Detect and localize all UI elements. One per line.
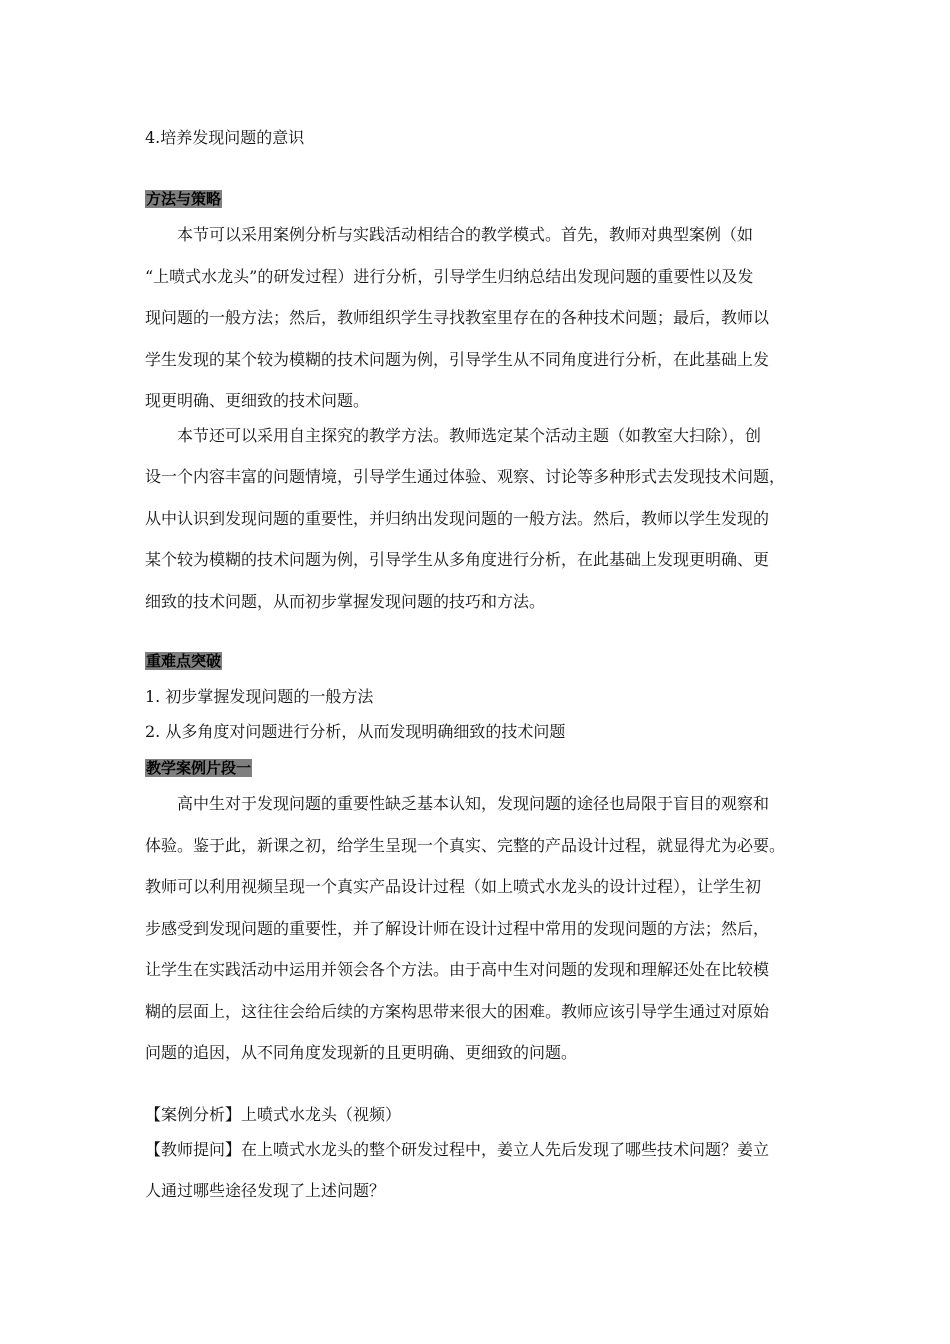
teacher-question-line: 人通过哪些途径发现了上述问题？ bbox=[145, 1181, 386, 1200]
section-heading-key-points: 重难点突破 bbox=[146, 652, 222, 670]
method-paragraph-line: “上喷式水龙头”的研发过程）进行分析，引导学生归纳总结出发现问题的重要性以及发 bbox=[145, 267, 754, 286]
method-paragraph-line: 细致的技术问题，从而初步掌握发现问题的技巧和方法。 bbox=[145, 592, 546, 611]
case-analysis-label: 【案例分析】上喷式水龙头（视频） bbox=[145, 1105, 402, 1124]
section-heading-case: 教学案例片段一 bbox=[146, 759, 252, 777]
key-point-item: 2. 从多角度对问题进行分析，从而发现明确细致的技术问题 bbox=[145, 722, 566, 741]
method-paragraph-line: 设一个内容丰富的问题情境，引导学生通过体验、观察、讨论等多种形式去发现技术问题， bbox=[145, 467, 786, 486]
method-paragraph-line: 现更明确、更细致的技术问题。 bbox=[145, 391, 370, 410]
method-paragraph-line: 现问题的一般方法；然后，教师组织学生寻找教室里存在的各种技术问题；最后，教师以 bbox=[145, 308, 770, 327]
key-point-item: 1. 初步掌握发现问题的一般方法 bbox=[145, 687, 374, 706]
objective-item-4: 4.培养发现问题的意识 bbox=[145, 128, 305, 147]
case-paragraph-line: 高中生对于发现问题的重要性缺乏基本认知，发现问题的途径也局限于盲目的观察和 bbox=[177, 794, 770, 813]
case-paragraph-line: 教师可以利用视频呈现一个真实产品设计过程（如上喷式水龙头的设计过程），让学生初 bbox=[145, 877, 762, 896]
method-paragraph-line: 从中认识到发现问题的重要性，并归纳出发现问题的一般方法。然后，教师以学生发现的 bbox=[145, 509, 770, 528]
teacher-question-line: 【教师提问】在上喷式水龙头的整个研发过程中，姜立人先后发现了哪些技术问题？姜立 bbox=[145, 1140, 770, 1159]
case-paragraph-line: 步感受到发现问题的重要性，并了解设计师在设计过程中常用的发现问题的方法；然后， bbox=[145, 919, 770, 938]
case-paragraph-line: 体验。鉴于此，新课之初，给学生呈现一个真实、完整的产品设计过程，就显得尤为必要。 bbox=[145, 836, 786, 855]
case-paragraph-line: 问题的追因，从不同角度发现新的且更明确、更细致的问题。 bbox=[145, 1043, 578, 1062]
case-paragraph-line: 让学生在实践活动中运用并领会各个方法。由于高中生对问题的发现和理解还处在比较模 bbox=[145, 960, 770, 979]
method-paragraph-line: 某个较为模糊的技术问题为例，引导学生从多角度进行分析，在此基础上发现更明确、更 bbox=[145, 550, 770, 569]
method-paragraph-line: 本节还可以采用自主探究的教学方法。教师选定某个活动主题（如教室大扫除），创 bbox=[177, 426, 762, 445]
method-paragraph-line: 本节可以采用案例分析与实践活动相结合的教学模式。首先，教师对典型案例（如 bbox=[177, 225, 754, 244]
method-paragraph-line: 学生发现的某个较为模糊的技术问题为例，引导学生从不同角度进行分析，在此基础上发 bbox=[145, 350, 770, 369]
section-heading-method: 方法与策略 bbox=[146, 190, 222, 208]
case-paragraph-line: 糊的层面上，这往往会给后续的方案构思带来很大的困难。教师应该引导学生通过对原始 bbox=[145, 1002, 770, 1021]
